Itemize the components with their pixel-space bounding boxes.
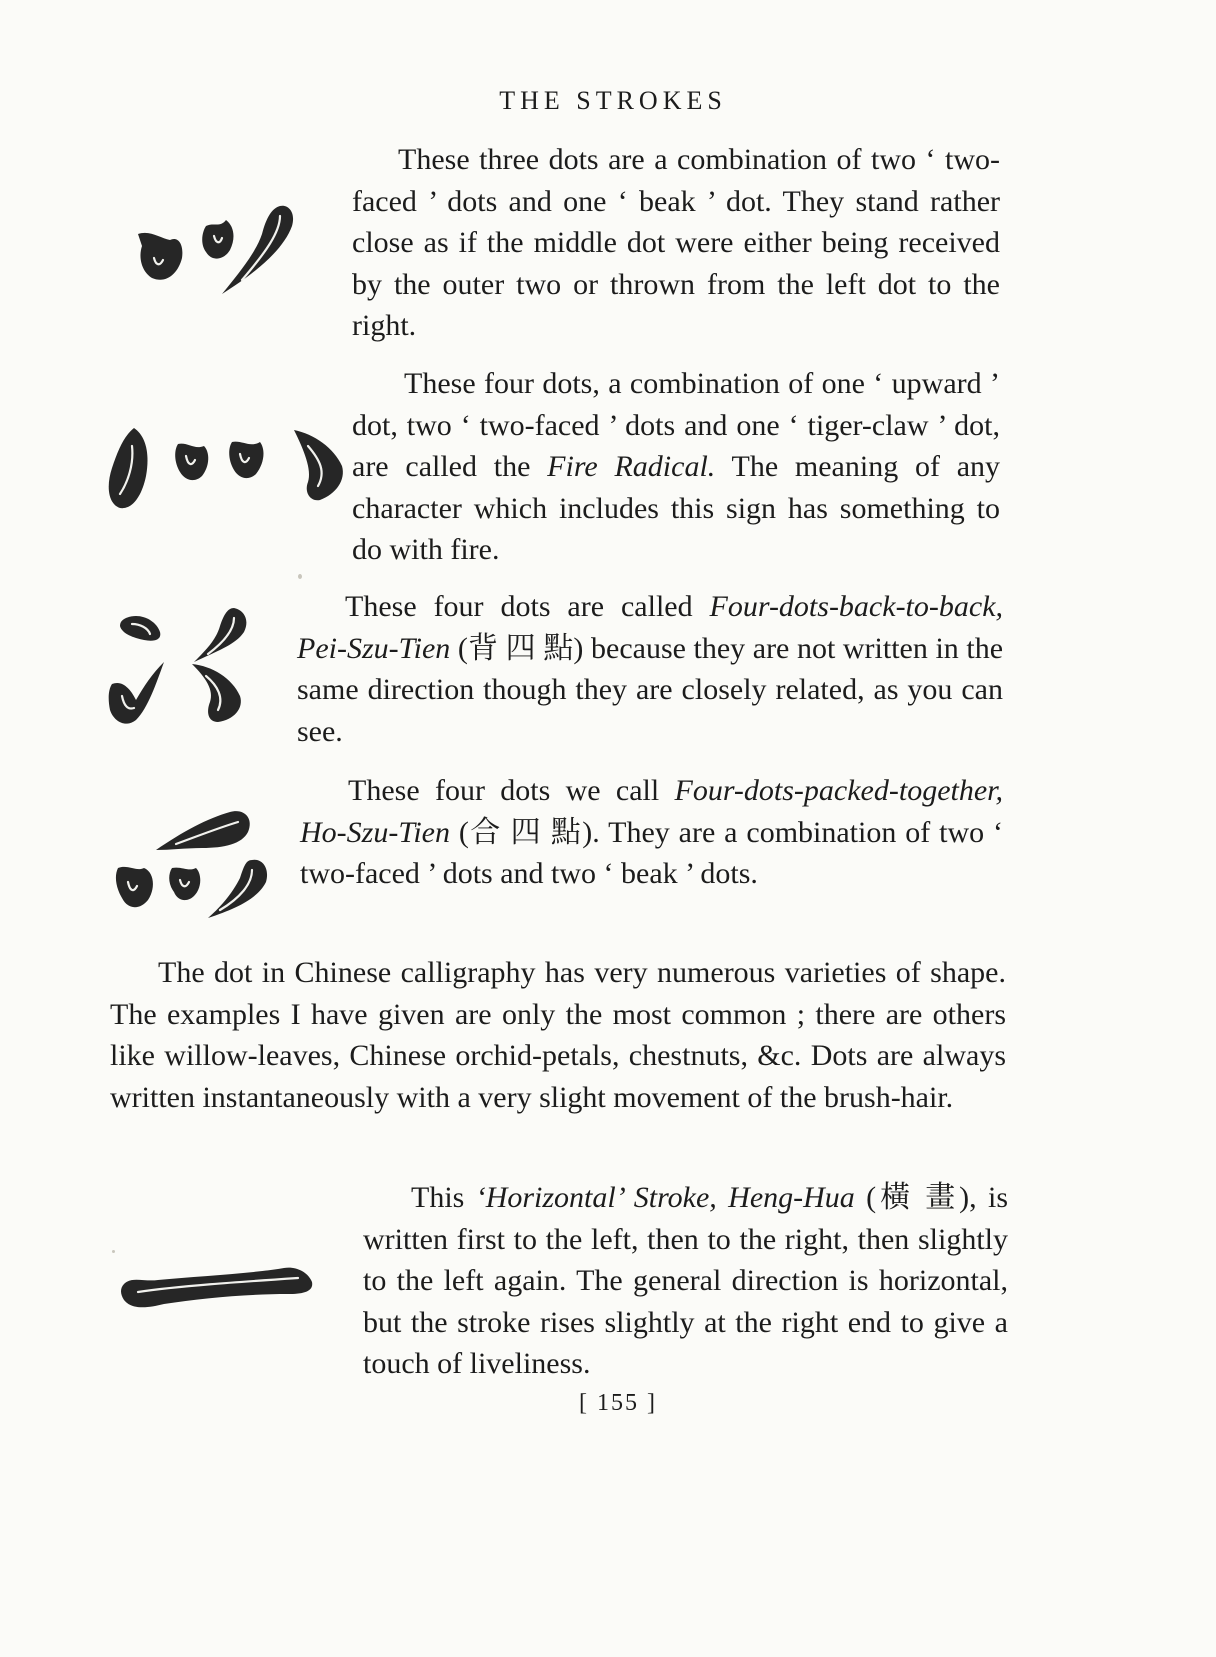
horizontal-stroke-illustration [118, 1262, 318, 1322]
beak-dot-icon [194, 608, 246, 662]
two-faced-dot-icon [116, 867, 153, 907]
paragraph-packed-together [300, 770, 1003, 895]
two-faced-dot-icon [202, 220, 233, 259]
paragraph-text: These four dots we call [348, 774, 660, 807]
beak-dot-icon [208, 860, 267, 918]
two-faced-dot-icon [175, 444, 208, 480]
paragraph-three-dots: These three dots are a combination of two ‘ two-faced ’ dots and one ‘ beak ’ dot. They stand rather close as if the middle dot were either being received by the outer two or thrown from the left dot to the right. [352, 143, 1000, 342]
paragraph-text: They are a combination of two ‘ two-faced ’ dots and two ‘ beak ’ dots. [300, 815, 1004, 890]
beak-dot-icon [222, 206, 293, 294]
chinese-characters: (橫 畫), [866, 1181, 977, 1214]
paragraph-text: These four dots are called [345, 590, 693, 623]
paragraph-dot-varieties: The dot in Chinese calligraphy has very numerous varieties of shape. The examples I have given are only the most common ; there are others like willow-leaves, Chinese orchid-petals, chestnuts, &c. Dots are always written instantaneously with a very slight movement of the brush-hair. [110, 956, 1006, 1114]
paragraph-text: The meaning of any character which includes this sign has something to do with fire. [352, 450, 1001, 566]
two-faced-dot-icon [138, 233, 182, 280]
back-to-back-illustration [108, 604, 258, 736]
rising-dot-icon [109, 662, 164, 724]
horizontal-stroke-icon [121, 1268, 312, 1308]
paragraph-fire-radical [352, 363, 1000, 571]
term-four-dots-back-to-back: Four-dots-back-to-back, Pei-Szu-Tien [297, 590, 1004, 665]
paragraph-text: because they are not written in the same direction though they are closely related, as you can see. [297, 631, 1004, 748]
chinese-characters: (背 四 點) [457, 631, 584, 665]
dot-icon [120, 616, 160, 641]
paragraph-horizontal-stroke [363, 1177, 1008, 1385]
paragraph-text: is written first to the left, then to the right, then slightly to the left again. The general direction is horizontal, but the stroke rises slightly at the right end to give a touch of liveliness. [363, 1181, 1009, 1380]
fire-radical-illustration [104, 420, 349, 520]
paragraph-back-to-back [297, 586, 1003, 752]
packed-together-illustration [112, 800, 282, 920]
paragraph-text: These four dots, a combination of one ‘ upward ’ dot, two ‘ two-faced ’ dots and one ‘ tiger-claw ’ dot, are called the [352, 367, 1000, 483]
two-faced-dot-icon [229, 442, 263, 478]
three-dots-illustration [130, 200, 300, 300]
paragraph-text: This [411, 1181, 465, 1214]
horizontal-beak-dot-icon [156, 811, 250, 850]
two-faced-dot-icon [169, 868, 200, 901]
term-horizontal-stroke: ‘Horizontal’ Stroke, Heng-Hua [475, 1181, 855, 1214]
tiger-claw-dot-icon [294, 430, 343, 500]
page-number: [ 155 ] [579, 1390, 657, 1416]
scan-speck [112, 1250, 115, 1253]
tiger-claw-dot-icon [192, 664, 241, 722]
upward-dot-icon [109, 428, 148, 508]
chinese-characters: (合 四 點). [458, 815, 600, 849]
term-fire-radical: Fire Radical. [547, 450, 716, 483]
running-header: THE STROKES [499, 86, 727, 115]
term-four-dots-packed-together: Four-dots-packed-together, Ho-Szu-Tien [300, 774, 1004, 849]
scan-speck [298, 574, 302, 579]
